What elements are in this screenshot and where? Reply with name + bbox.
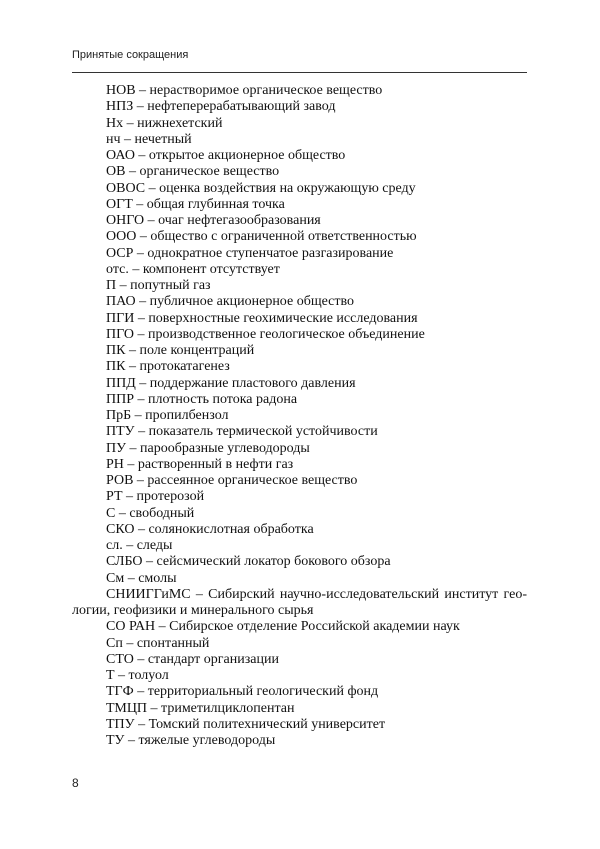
abbreviation-item: РОВ – рассеянное органическое вещество	[106, 473, 358, 488]
abbreviation-item: ПТУ – показатель термической устойчивости	[106, 424, 378, 440]
abbreviation-item: ПАО – публичное акционерное общество	[106, 294, 355, 310]
abbreviation-item: ОАО – открытое акционерное общество	[106, 148, 346, 163]
abbreviation-item: ОГТ – общая глубинная точка	[106, 196, 285, 212]
abbreviation-item: ПрБ – пропилбензол	[106, 408, 229, 423]
abbreviation-item: ОСР – однократное ступенчатое разгазирование	[106, 245, 394, 261]
page-number: 8	[72, 776, 79, 790]
abbreviation-item: ППД – поддержание пластового давления	[106, 375, 356, 391]
abbreviation-item: нч – нечетный	[106, 131, 192, 147]
abbreviation-item: СО РАН – Сибирское отделение Российской академии наук	[106, 619, 460, 635]
abbreviation-item: ТГФ – территориальный геологический фонд	[106, 684, 379, 700]
abbreviation-item: ПГО – производственное геологическое объединение	[106, 326, 425, 342]
abbreviation-item: ППР – плотность потока радона	[106, 391, 298, 407]
abbreviation-item: П – попутный газ	[106, 278, 211, 293]
abbreviation-item: СЛБО – сейсмический локатор бокового обзора	[106, 554, 391, 570]
abbreviation-item: Сп – спонтанный	[106, 635, 210, 651]
abbreviation-item: С – свободный	[106, 505, 195, 521]
abbreviation-item: ОНГО – очаг нефтегазообразования	[106, 213, 321, 228]
abbreviation-item: ОВ – органическое вещество	[106, 164, 280, 180]
abbreviation-item: отс. – компонент отсутствует	[106, 261, 280, 277]
abbreviation-item: НОВ – нерастворимое органическое вещество	[106, 83, 383, 98]
abbreviation-item: СНИИГГиМС – Сибирский научно-исследовательский институт геологии, геофизики и минерального сырья	[72, 586, 527, 618]
abbreviation-item: РН – растворенный в нефти газ	[106, 456, 294, 472]
abbreviation-list	[72, 83, 527, 749]
abbreviation-item: ТПУ – Томский политехнический университет	[106, 716, 386, 732]
abbreviation-item: ПК – поле концентраций	[106, 343, 255, 358]
header-divider	[72, 72, 527, 73]
abbreviation-item: СКО – солянокислотная обработка	[106, 521, 314, 537]
running-header: Принятые сокращения	[72, 49, 189, 61]
abbreviation-item: ПУ – парообразные углеводороды	[106, 440, 310, 456]
abbreviation-item: СТО – стандарт организации	[106, 651, 279, 667]
abbreviation-item: сл. – следы	[106, 538, 173, 553]
abbreviation-item: Нх – нижнехетский	[106, 115, 223, 131]
abbreviation-item: ТМЦП – триметилциклопентан	[106, 700, 295, 716]
abbreviation-item: РТ – протерозой	[106, 489, 205, 505]
abbreviation-item: Т – толуол	[106, 668, 169, 683]
abbreviation-item: См – смолы	[106, 570, 177, 586]
abbreviation-item: ПГИ – поверхностные геохимические исследования	[106, 310, 418, 326]
abbreviation-item: ООО – общество с ограниченной ответственностью	[106, 229, 417, 245]
abbreviation-item: ПК – протокатагенез	[106, 359, 230, 375]
abbreviation-item: ТУ – тяжелые углеводороды	[106, 733, 276, 748]
abbreviation-item: НПЗ – нефтеперерабатывающий завод	[106, 99, 336, 115]
abbreviation-item: ОВОС – оценка воздействия на окружающую среду	[106, 180, 416, 196]
